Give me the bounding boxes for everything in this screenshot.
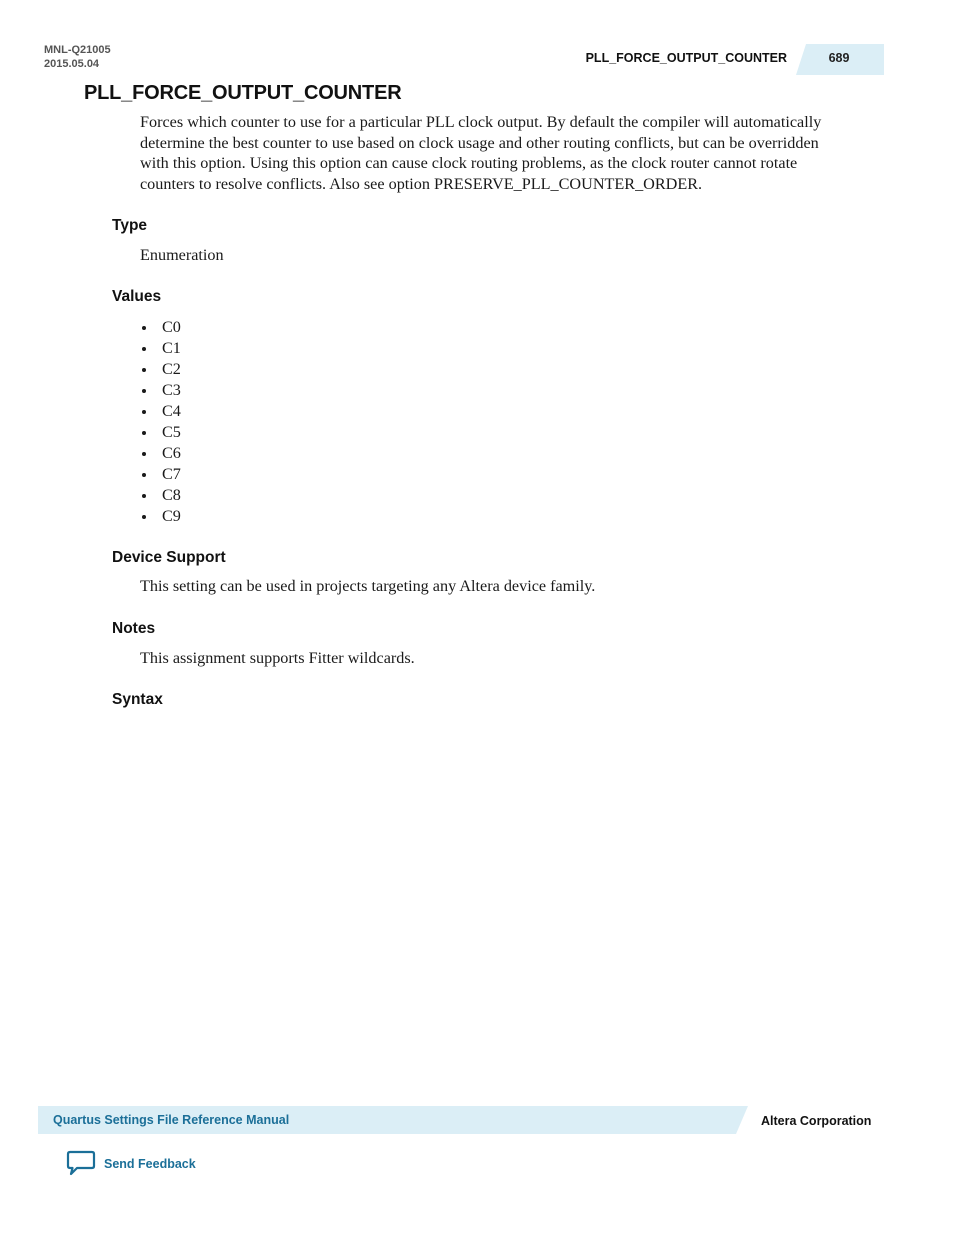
type-heading: Type xyxy=(112,217,148,234)
notes-heading: Notes xyxy=(112,620,156,637)
bullet-icon xyxy=(142,410,146,414)
value-label: C8 xyxy=(162,486,181,504)
list-item xyxy=(140,464,181,485)
list-item xyxy=(140,359,181,380)
list-item xyxy=(140,338,181,359)
intro-paragraph xyxy=(140,112,870,195)
bullet-icon xyxy=(142,473,146,477)
value-label: C5 xyxy=(162,423,181,441)
company-name: Altera Corporation xyxy=(761,1114,872,1128)
value-label: C4 xyxy=(162,402,181,420)
list-item xyxy=(140,506,181,527)
device-support-heading: Device Support xyxy=(112,549,226,566)
intro-line: Forces which counter to use for a particular PLL clock output. By default the compiler will automatically xyxy=(140,113,822,131)
bullet-icon xyxy=(142,389,146,393)
document-meta xyxy=(44,43,111,71)
intro-line: counters to resolve conflicts. Also see option PRESERVE_PLL_COUNTER_ORDER. xyxy=(140,175,703,194)
notes-text: This assignment supports Fitter wildcards. xyxy=(140,649,415,667)
page-number: 689 xyxy=(828,51,850,65)
manual-title-link[interactable]: Quartus Settings File Reference Manual xyxy=(53,1113,290,1127)
intro-line: determine the best counter to use based on clock usage and other routing conflicts, but can be overridden xyxy=(140,133,819,152)
bullet-icon xyxy=(142,452,146,456)
type-value: Enumeration xyxy=(140,246,224,264)
list-item xyxy=(140,422,181,443)
list-item xyxy=(140,485,181,506)
value-label: C3 xyxy=(162,381,181,399)
value-label: C0 xyxy=(162,318,181,336)
value-label: C1 xyxy=(162,339,181,357)
intro-line: with this option. Using this option can cause clock routing problems, as the clock router cannot rotate xyxy=(140,154,798,173)
bullet-icon xyxy=(142,326,146,330)
values-heading: Values xyxy=(112,288,162,305)
bullet-icon xyxy=(142,515,146,519)
value-label: C9 xyxy=(162,507,181,525)
list-item xyxy=(140,443,181,464)
speech-bubble-icon xyxy=(66,1150,96,1177)
page-title: PLL_FORCE_OUTPUT_COUNTER xyxy=(84,82,402,104)
value-label: C6 xyxy=(162,444,181,462)
document-id: MNL-Q21005 xyxy=(44,44,111,56)
bullet-icon xyxy=(142,494,146,498)
syntax-heading: Syntax xyxy=(112,691,163,708)
running-header-title: PLL_FORCE_OUTPUT_COUNTER xyxy=(585,51,787,65)
list-item xyxy=(140,317,181,338)
send-feedback-link[interactable] xyxy=(66,1150,196,1177)
value-label: C2 xyxy=(162,360,181,378)
list-item xyxy=(140,380,181,401)
send-feedback-label: Send Feedback xyxy=(104,1156,196,1171)
bullet-icon xyxy=(142,431,146,435)
bullet-icon xyxy=(142,347,146,351)
value-label: C7 xyxy=(162,465,181,483)
list-item xyxy=(140,401,181,422)
bullet-icon xyxy=(142,368,146,372)
document-date: 2015.05.04 xyxy=(44,58,100,70)
values-list xyxy=(140,317,181,527)
device-support-text: This setting can be used in projects targeting any Altera device family. xyxy=(140,577,596,595)
